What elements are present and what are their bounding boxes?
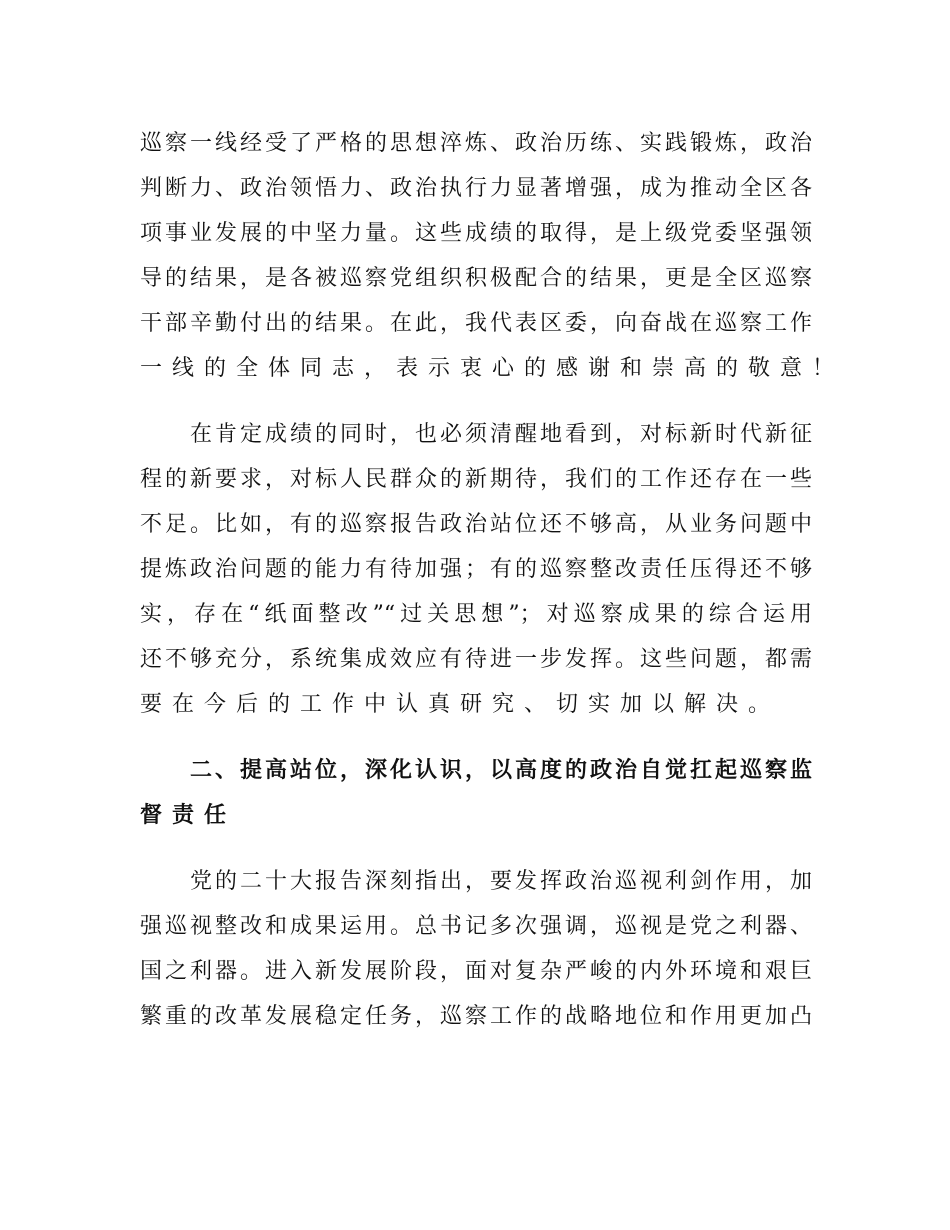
text-line: 导的结果，是各被巡察党组织积极配合的结果，更是全区巡察 xyxy=(140,266,812,291)
text-line: 国之利器。进入新发展阶段，面对复杂严峻的内外环境和艰巨 xyxy=(140,959,812,984)
text-line: 党的二十大报告深刻指出，要发挥政治巡视利剑作用，加 xyxy=(190,869,812,894)
text-line: 巡察一线经受了严格的思想淬炼、政治历练、实践锻炼，政治 xyxy=(140,131,812,156)
body-paragraph xyxy=(140,412,812,727)
section-heading xyxy=(140,748,812,838)
text-line: 督责任 xyxy=(140,803,237,828)
text-line: 还不够充分，系统集成效应有待进一步发挥。这些问题，都需 xyxy=(140,647,812,672)
text-line: 实，存在“纸面整改”“过关思想”；对巡察成果的综合运用 xyxy=(140,602,812,627)
text-line: 项事业发展的中坚力量。这些成绩的取得，是上级党委坚强领 xyxy=(140,221,812,246)
text-line: 在肯定成绩的同时，也必须清醒地看到，对标新时代新征 xyxy=(190,422,812,447)
body-paragraph xyxy=(140,859,812,1039)
text-line: 程的新要求，对标人民群众的新期待，我们的工作还存在一些 xyxy=(140,467,812,492)
text-line: 提炼政治问题的能力有待加强；有的巡察整改责任压得还不够 xyxy=(140,557,812,582)
text-line: 不足。比如，有的巡察报告政治站位还不够高，从业务问题中 xyxy=(140,512,812,537)
text-line: 二、提高站位，深化认识，以高度的政治自觉扛起巡察监 xyxy=(190,758,812,783)
body-paragraph xyxy=(140,121,845,391)
text-line: 强巡视整改和成果运用。总书记多次强调，巡视是党之利器、 xyxy=(140,914,812,939)
text-line: 繁重的改革发展稳定任务，巡察工作的战略地位和作用更加凸 xyxy=(140,1004,812,1029)
text-line: 判断力、政治领悟力、政治执行力显著增强，成为推动全区各 xyxy=(140,176,812,201)
document-page xyxy=(140,121,845,1060)
text-line: 干部辛勤付出的结果。在此，我代表区委，向奋战在巡察工作 xyxy=(140,311,812,336)
text-line: 要在今后的工作中认真研究、切实加以解决。 xyxy=(140,692,781,717)
text-line: 一线的全体同志，表示衷心的感谢和崇高的敬意！ xyxy=(140,356,845,381)
